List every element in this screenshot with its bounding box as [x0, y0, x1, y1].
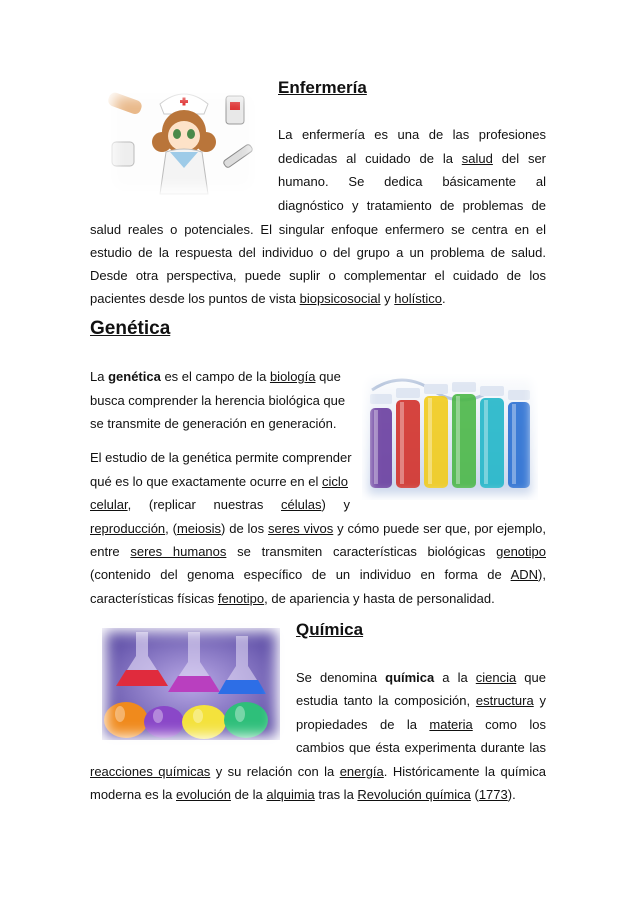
- text-run: ) de los: [221, 521, 269, 536]
- text-line: [296, 670, 546, 686]
- hyperlink[interactable]: materia: [429, 717, 473, 732]
- text-run: se transmite de generación en generación.: [90, 416, 337, 431]
- text-run: ),: [538, 567, 546, 582]
- text-run: La enfermería es una de las profesiones: [278, 127, 546, 142]
- text-run: pacientes desde los puntos de vista: [90, 291, 300, 306]
- text-run: y cómo puede ser que, por ejemplo,: [333, 521, 546, 536]
- text-run: que: [315, 369, 341, 384]
- text-run: . Históricamente la química: [383, 764, 546, 779]
- hyperlink[interactable]: meiosis: [176, 521, 222, 536]
- text-run: es el campo de la: [160, 369, 270, 384]
- text-line: [90, 450, 350, 466]
- bold-term: genética: [108, 369, 161, 384]
- hyperlink[interactable]: reacciones químicas: [90, 764, 211, 779]
- text-run: La: [90, 369, 109, 384]
- text-run: características físicas: [90, 591, 218, 606]
- text-run: .: [441, 291, 446, 306]
- text-line: [90, 393, 350, 409]
- text-run: estudio de la respuesta del individuo o del grupo a un problema de salud.: [90, 245, 546, 260]
- text-line: [90, 497, 350, 513]
- flasks-image: [96, 622, 286, 746]
- text-run: ).: [507, 787, 516, 802]
- hyperlink[interactable]: evolución: [176, 787, 231, 802]
- heading-quimica: Química: [296, 620, 364, 639]
- hyperlink[interactable]: células: [281, 497, 322, 512]
- text-run: diagnóstico y tratamiento de problemas de: [278, 198, 546, 213]
- hyperlink[interactable]: reproducción: [90, 521, 166, 536]
- text-run: , (replicar nuestras: [127, 497, 282, 512]
- text-run: a la: [434, 670, 476, 685]
- text-run: cambios que ésta experimenta durante las: [296, 740, 546, 755]
- text-run: (contenido del genoma específico de un individuo en forma de: [90, 567, 511, 582]
- text-line: [90, 222, 546, 238]
- text-run: dedicadas al cuidado de la: [278, 151, 462, 166]
- text-line: [90, 521, 546, 537]
- text-line: [278, 198, 546, 214]
- text-line: [90, 764, 546, 780]
- hyperlink[interactable]: fenotipo: [217, 591, 265, 606]
- text-run: entre: [90, 544, 131, 559]
- text-line: [90, 787, 546, 803]
- hyperlink[interactable]: estructura: [475, 693, 534, 708]
- text-line: [90, 245, 546, 261]
- text-run: salud reales o potenciales. El singular enfoque enfermero se centra en el: [90, 222, 546, 237]
- test-tubes-image: [362, 370, 538, 500]
- hyperlink[interactable]: ciclo: [321, 474, 348, 489]
- text-run: estudia tanto la composición,: [296, 693, 476, 708]
- bold-term: química: [385, 670, 435, 685]
- text-run: del ser: [492, 151, 546, 166]
- hyperlink[interactable]: energía: [339, 764, 384, 779]
- text-run: que: [516, 670, 546, 685]
- text-run: como los: [472, 717, 546, 732]
- text-run: y: [533, 693, 546, 708]
- text-line: [90, 369, 350, 385]
- nurse-illustration: [104, 86, 262, 198]
- text-line: [90, 567, 546, 583]
- nurse-cartoon-icon: [104, 86, 262, 198]
- hyperlink[interactable]: alquimia: [266, 787, 315, 802]
- hyperlink[interactable]: Revolución química: [357, 787, 471, 802]
- text-line: [90, 474, 350, 490]
- text-run: propiedades de la: [296, 717, 430, 732]
- chemistry-flasks-icon: [96, 622, 286, 746]
- text-run: de la: [230, 787, 267, 802]
- hyperlink[interactable]: seres humanos: [130, 544, 227, 559]
- hyperlink[interactable]: holístico: [394, 291, 442, 306]
- text-line: [90, 416, 350, 432]
- text-run: ) y: [321, 497, 350, 512]
- text-run: se transmiten características biológicas: [226, 544, 497, 559]
- text-line: [296, 740, 546, 756]
- hyperlink[interactable]: genotipo: [496, 544, 546, 559]
- dna-test-tubes-icon: [362, 370, 538, 500]
- text-line: [90, 544, 546, 560]
- hyperlink[interactable]: biopsicosocial: [299, 291, 381, 306]
- text-line: [296, 693, 546, 709]
- hyperlink[interactable]: ADN: [510, 567, 539, 582]
- text-run: Desde otra perspectiva, puede suplir o complementar el cuidado de los: [90, 268, 546, 283]
- text-run: , (: [165, 521, 177, 536]
- hyperlink[interactable]: 1773: [478, 787, 508, 802]
- text-run: moderna es la: [90, 787, 176, 802]
- heading-enfermeria: Enfermería: [278, 78, 367, 97]
- text-run: qué es lo que exactamente ocurre en el: [90, 474, 322, 489]
- text-run: y: [380, 291, 395, 306]
- hyperlink[interactable]: salud: [461, 151, 493, 166]
- text-line: [278, 174, 546, 190]
- text-line: [90, 291, 546, 307]
- text-run: tras la: [314, 787, 358, 802]
- text-run: Se denomina: [296, 670, 386, 685]
- hyperlink[interactable]: celular: [90, 497, 128, 512]
- text-run: busca comprender la herencia biológica que: [90, 393, 346, 408]
- hyperlink[interactable]: seres vivos: [268, 521, 334, 536]
- text-run: y su relación con la: [210, 764, 340, 779]
- text-run: (: [470, 787, 479, 802]
- heading-genetica: Genética: [90, 318, 171, 339]
- text-run: , de apariencia y hasta de personalidad.: [264, 591, 495, 606]
- text-line: [278, 127, 546, 143]
- hyperlink[interactable]: ciencia: [475, 670, 517, 685]
- text-line: [278, 151, 546, 167]
- text-run: humano. Se dedica básicamente al: [278, 174, 546, 189]
- text-run: El estudio de la genética permite comprender: [90, 450, 352, 465]
- text-line: [90, 268, 546, 284]
- text-line: [296, 717, 546, 733]
- text-line: [90, 591, 546, 607]
- hyperlink[interactable]: biología: [269, 369, 316, 384]
